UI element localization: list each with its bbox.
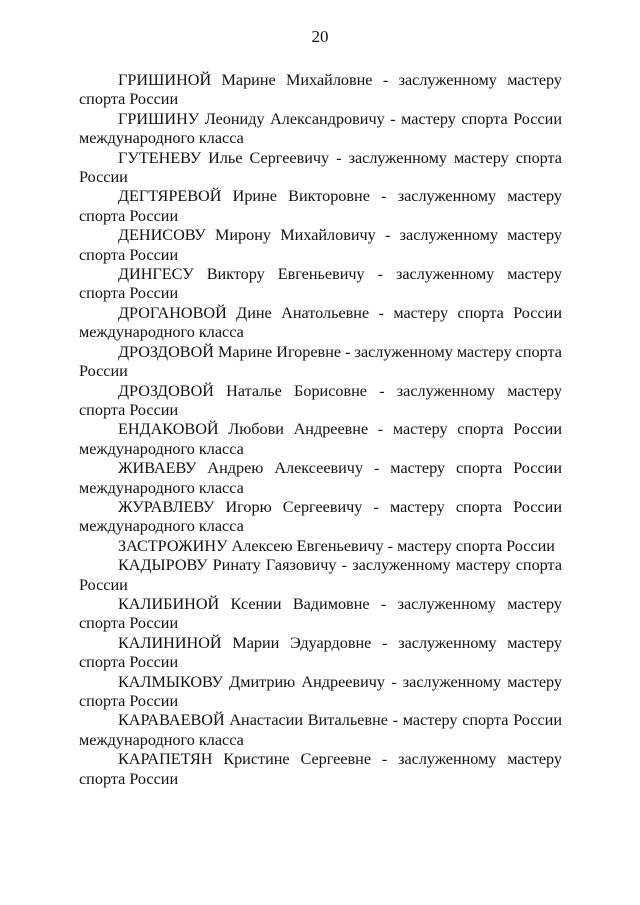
list-item: ЖИВАЕВУ Андрею Алексеевичу - мастеру спорта России международного класса (79, 459, 562, 497)
list-item: ДЕГТЯРЕВОЙ Ирине Викторовне - заслуженному мастеру спорта России (79, 187, 562, 225)
list-item: ГРИШИНОЙ Марине Михайловне - заслуженному мастеру спорта России (79, 71, 562, 109)
list-item: ГРИШИНУ Леониду Александровичу - мастеру спорта России международного класса (79, 109, 562, 148)
list-item: ДИНГЕСУ Виктору Евгеньевичу - заслуженному мастеру спорта России (79, 265, 562, 303)
list-item: КАРАВАЕВОЙ Анастасии Витальевне - мастеру спорта России международного класса (79, 711, 562, 749)
page-number: 20 (311, 27, 329, 46)
list-item: ДРОЗДОВОЙ Марине Игоревне - заслуженному мастеру спорта России (79, 342, 562, 381)
list-item: КАЛМЫКОВУ Дмитрию Андреевичу - заслуженному мастеру спорта России (79, 672, 562, 710)
list-item: ЗАСТРОЖИНУ Алексею Евгеньевичу - мастеру спорта России (118, 536, 555, 555)
list-item: КАЛИНИНОЙ Марии Эдуардовне - заслуженному мастеру спорта России (79, 633, 562, 672)
list-item: КАДЫРОВУ Ринату Гаязовичу - заслуженному мастеру спорта России (79, 556, 562, 594)
list-item: ГУТЕНЕВУ Илье Сергеевичу - заслуженному мастеру спорта России (79, 148, 562, 187)
list-item: КАРАПЕТЯН Кристине Сергеевне - заслуженному мастеру спорта России (79, 750, 562, 788)
list-item: КАЛИБИНОЙ Ксении Вадимовне - заслуженному мастеру спорта России (79, 594, 562, 633)
list-item: ДРОЗДОВОЙ Наталье Борисовне - заслуженному мастеру спорта России (79, 381, 562, 419)
list-item: ЖУРАВЛЕВУ Игорю Сергеевичу - мастеру спорта России международного класса (79, 497, 562, 536)
list-item: ЕНДАКОВОЙ Любови Андреевне - мастеру спорта России международного класса (79, 420, 562, 458)
list-item: ДРОГАНОВОЙ Дине Анатольевне - мастеру спорта России международного класса (79, 303, 562, 342)
award-list (79, 71, 562, 789)
list-item: ДЕНИСОВУ Мирону Михайловичу - заслуженному мастеру спорта России (79, 226, 562, 264)
